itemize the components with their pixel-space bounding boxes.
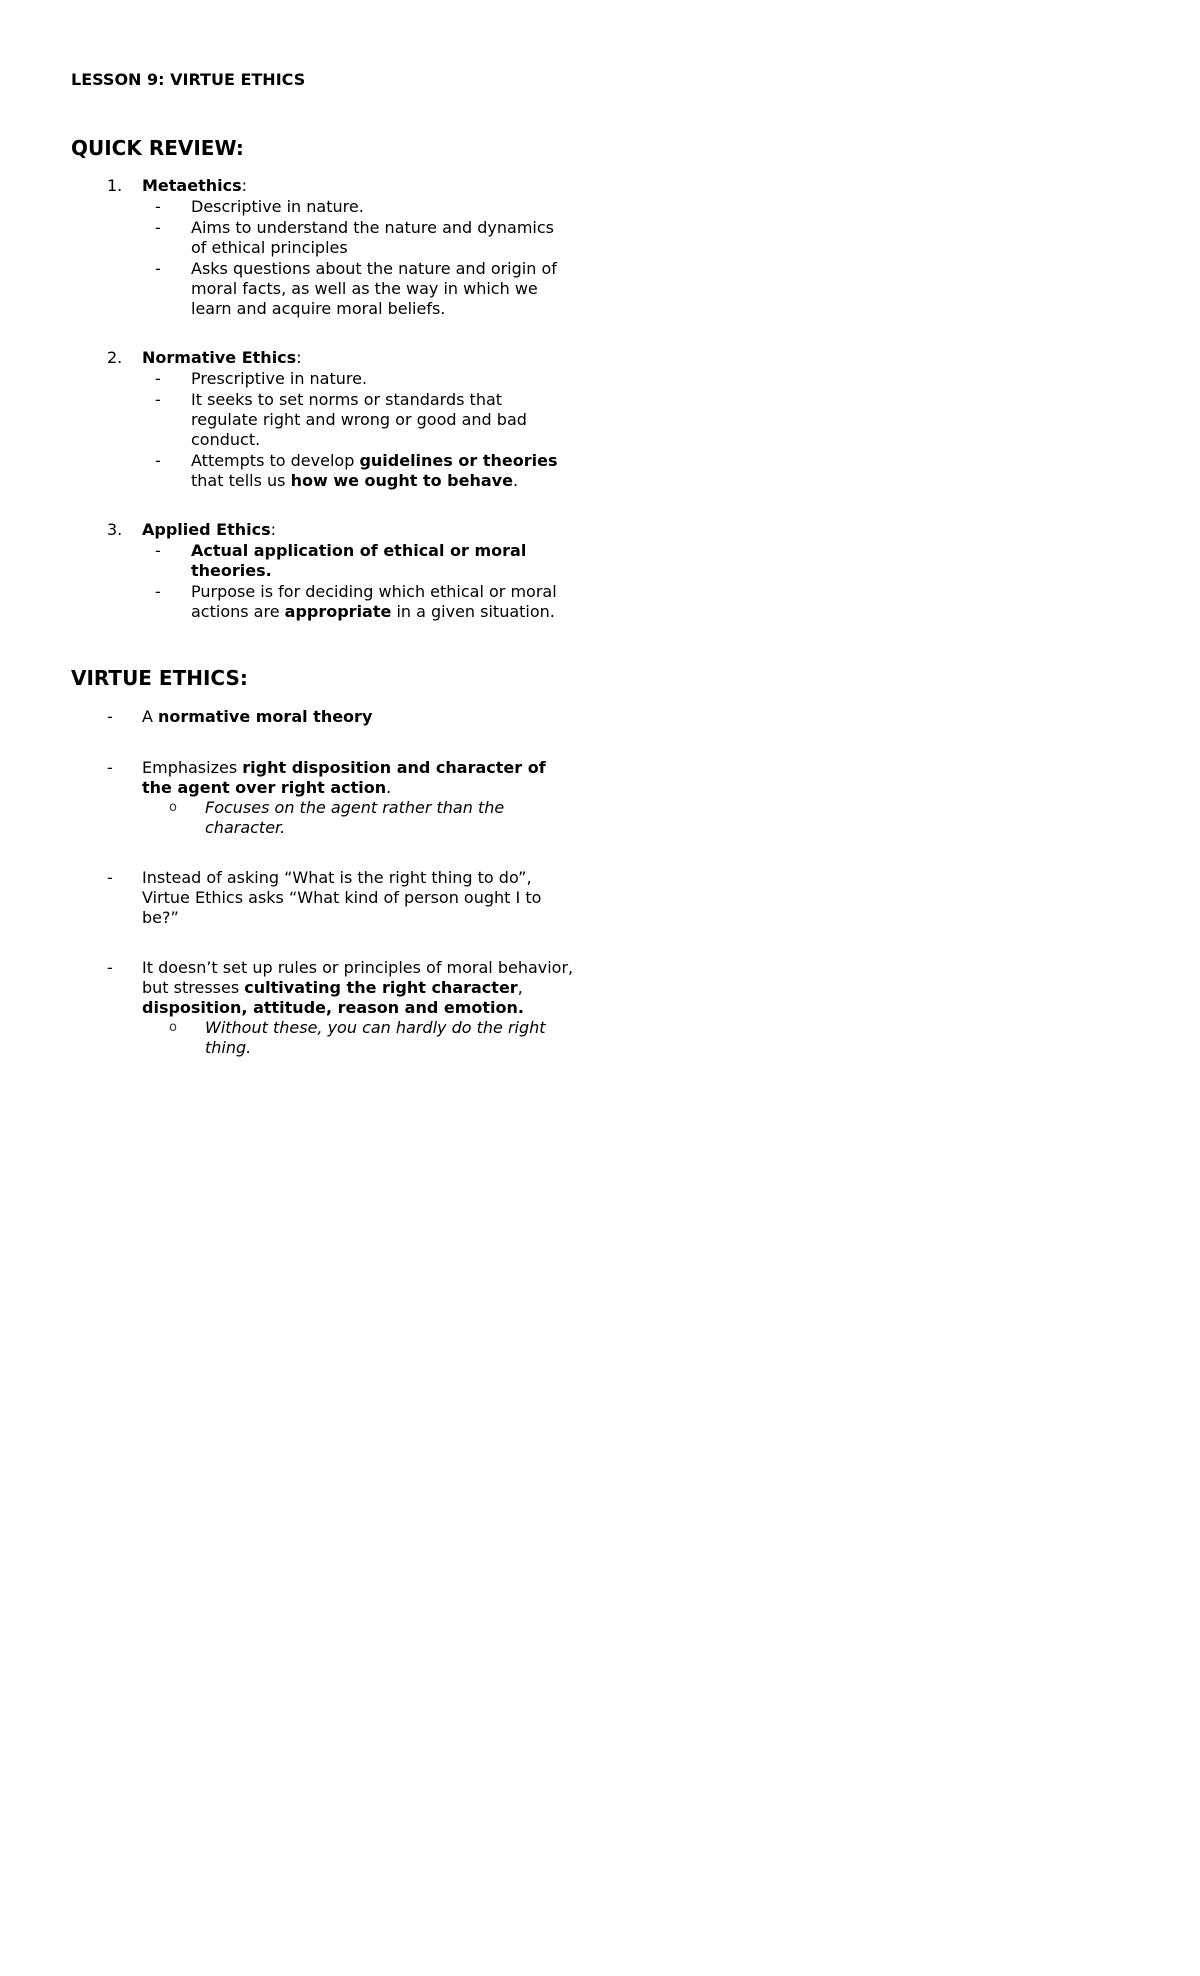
bullet-text: Prescriptive in nature. (191, 369, 368, 388)
bullet-text: of ethical principles (191, 238, 348, 257)
circle-bullet: o (169, 1020, 177, 1035)
list-item-title: Applied Ethics: (142, 520, 276, 539)
quick-review-heading: QUICK REVIEW: (71, 136, 244, 160)
dash-bullet: - (155, 218, 161, 237)
virtue-point: A normative moral theory (142, 707, 373, 726)
dash-bullet: - (107, 958, 113, 977)
lesson-title: LESSON 9: VIRTUE ETHICS (71, 70, 306, 89)
dash-bullet: - (155, 369, 161, 388)
virtue-point: Instead of asking “What is the right thing to do”, (142, 868, 532, 887)
list-number: 1. (107, 176, 123, 195)
dash-bullet: - (155, 197, 161, 216)
dash-bullet: - (155, 541, 161, 560)
virtue-ethics-heading: VIRTUE ETHICS: (71, 666, 248, 690)
bullet-text: regulate right and wrong or good and bad (191, 410, 527, 429)
dash-bullet: - (155, 582, 161, 601)
bullet-text: theories. (191, 561, 272, 580)
virtue-point: be?” (142, 908, 179, 927)
bullet-text: Attempts to develop guidelines or theories (191, 451, 558, 470)
list-number: 3. (107, 520, 123, 539)
bullet-text: Descriptive in nature. (191, 197, 364, 216)
virtue-point: disposition, attitude, reason and emotion. (142, 998, 524, 1017)
bullet-text: that tells us how we ought to behave. (191, 471, 519, 490)
bullet-text: learn and acquire moral beliefs. (191, 299, 446, 318)
dash-bullet: - (155, 390, 161, 409)
bullet-text: It seeks to set norms or standards that (191, 390, 503, 409)
bullet-text: Actual application of ethical or moral (191, 541, 527, 560)
virtue-point: Emphasizes right disposition and character of (142, 758, 546, 777)
virtue-point: the agent over right action. (142, 778, 392, 797)
bullet-text: conduct. (191, 430, 261, 449)
dash-bullet: - (155, 259, 161, 278)
list-item-title: Normative Ethics: (142, 348, 302, 367)
list-item-title: Metaethics: (142, 176, 247, 195)
sub-point: character. (205, 818, 286, 837)
dash-bullet: - (107, 758, 113, 777)
bullet-text: Aims to understand the nature and dynamics (191, 218, 554, 237)
dash-bullet: - (107, 707, 113, 726)
dash-bullet: - (155, 451, 161, 470)
virtue-point: It doesn’t set up rules or principles of moral behavior, (142, 958, 574, 977)
list-number: 2. (107, 348, 123, 367)
dash-bullet: - (107, 868, 113, 887)
virtue-point: Virtue Ethics asks “What kind of person ought I to (142, 888, 542, 907)
sub-point: Without these, you can hardly do the right (205, 1018, 546, 1037)
bullet-text: Asks questions about the nature and origin of (191, 259, 557, 278)
bullet-text: Purpose is for deciding which ethical or moral (191, 582, 557, 601)
circle-bullet: o (169, 800, 177, 815)
bullet-text: moral facts, as well as the way in which we (191, 279, 538, 298)
virtue-point: but stresses cultivating the right character, (142, 978, 523, 997)
bullet-text: actions are appropriate in a given situation. (191, 602, 555, 621)
sub-point: Focuses on the agent rather than the (205, 798, 505, 817)
sub-point: thing. (205, 1038, 252, 1057)
